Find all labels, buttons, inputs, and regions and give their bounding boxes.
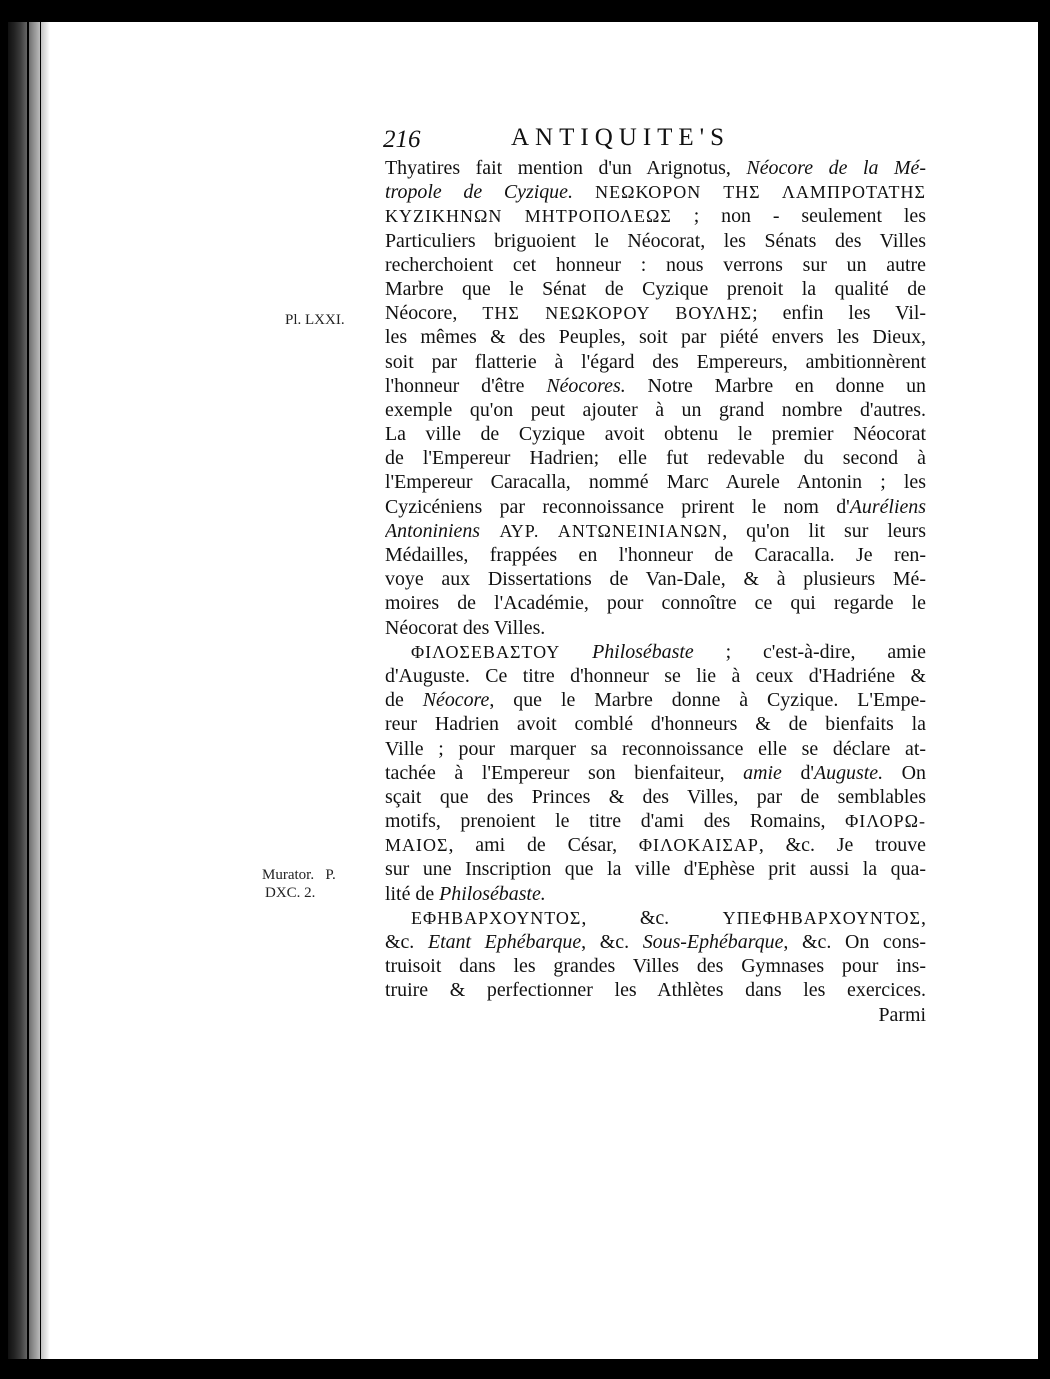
text-line: Médailles, frappées en l'honneur de Caracalla. Je ren- — [385, 544, 926, 566]
text-line: Marbre que le Sénat de Cyzique prenoit la qualité de — [385, 277, 926, 300]
text-line: Thyatires fait mention d'un Arignotus, Néocore de la Mé- — [385, 157, 926, 179]
text-line: soit par flatterie à l'égard des Empereurs, ambitionnèrent — [385, 350, 926, 373]
catchword: Parmi — [878, 1003, 926, 1026]
text-line: sçait que des Princes & des Villes, par de semblables — [385, 785, 926, 808]
text-line: truisoit dans les grandes Villes des Gymnases pour ins- — [385, 955, 926, 978]
text-line: ΜΑΙΟΣ, ami de César, ΦΙΛΟΚΑΙΣΑΡ, &c. Je trouve — [385, 834, 926, 857]
text-line: recherchoient cet honneur : nous verrons sur un autre — [385, 253, 926, 276]
binding-shadow — [8, 22, 50, 1359]
text-line: moires de l'Académie, pour connoître ce qui regarde le — [385, 592, 926, 615]
text-line: Néocorat des Villes. — [385, 616, 546, 639]
text-line: Ville ; pour marquer sa reconnoissance elle se déclare at- — [385, 737, 926, 760]
text-line: voye aux Dissertations de Van-Dale, & à plusieurs Mé- — [385, 568, 926, 591]
running-head — [383, 124, 803, 158]
binding-edge-line — [40, 22, 41, 1359]
text-line: truire & perfectionner les Athlètes dans les exercices. — [385, 979, 926, 1002]
running-title: ANTIQUITE'S — [511, 124, 731, 151]
margin-note-plate: Pl. LXXI. — [285, 312, 345, 328]
text-line: Cyzicéniens par reconnoissance prirent le nom d'Auréliens — [385, 495, 926, 518]
text-line: lité de Philosébaste. — [385, 882, 546, 905]
text-line: de l'Empereur Hadrien; elle fut redevable du second à — [385, 447, 926, 470]
text-line: l'Empereur Caracalla, nommé Marc Aurele Antonin ; les — [385, 471, 926, 494]
margin-note-line: DXC. 2. — [265, 885, 316, 901]
binding-edge-line — [27, 22, 29, 1359]
text-line: de Néocore, que le Marbre donne à Cyzique. L'Empe- — [385, 689, 926, 712]
text-line: &c. Etant Ephébarque, &c. Sous-Ephébarque, &c. On cons- — [385, 931, 926, 953]
text-line: exemple qu'on peut ajouter à un grand nombre d'autres. — [385, 398, 926, 421]
text-line: ΚΥΖΙΚΗΝΩΝ ΜΗΤΡΟΠΟΛΕΩΣ ; non - seulement les — [385, 205, 926, 228]
text-line: les mêmes & des Peuples, soit par piété envers les Dieux, — [385, 326, 926, 349]
text-line: Particuliers briguoient le Néocorat, les Sénats des Villes — [385, 229, 926, 252]
text-line: ΦΙΛΟΣΕΒΑΣΤΟΥ Philosébaste ; c'est-à-dire, amie — [411, 640, 926, 663]
margin-note-line: Murator. P. — [262, 867, 336, 883]
body-text — [385, 156, 926, 1027]
text-line: reur Hadrien avoit comblé d'honneurs & de bienfaits la — [385, 713, 926, 736]
margin-note-muratori — [262, 866, 336, 902]
text-line: motifs, prenoient le titre d'ami des Romains, ΦΙΛΟΡΩ- — [385, 810, 926, 833]
text-line: tachée à l'Empereur son bienfaiteur, amie d'Auguste. On — [385, 761, 926, 784]
text-line: La ville de Cyzique avoit obtenu le premier Néocorat — [385, 423, 926, 446]
text-line: l'honneur d'être Néocores. Notre Marbre en donne un — [385, 374, 926, 397]
text-line: Antoniniens ΑΥΡ. ΑΝΤΩΝΕΙΝΙΑΝΩΝ, qu'on lit sur leurs — [385, 519, 926, 542]
page-number: 216 — [383, 126, 421, 153]
text-line: ΕΦΗΒΑΡΧΟΥΝΤΟΣ, &c. ΥΠΕΦΗΒΑΡΧΟΥΝΤΟΣ, — [411, 906, 926, 929]
text-line: sur une Inscription que la ville d'Ephèse prit aussi la qua- — [385, 858, 926, 881]
text-line: Néocore, ΤΗΣ ΝΕΩΚΟΡΟΥ ΒΟΥΛΗΣ; enfin les Vil- — [385, 302, 926, 325]
text-line: d'Auguste. Ce titre d'honneur se lie à ceux d'Hadriéne & — [385, 664, 926, 687]
text-line: tropole de Cyzique. ΝΕΩΚΟΡΟΝ ΤΗΣ ΛΑΜΠΡΟΤΑΤΗΣ — [385, 181, 926, 204]
